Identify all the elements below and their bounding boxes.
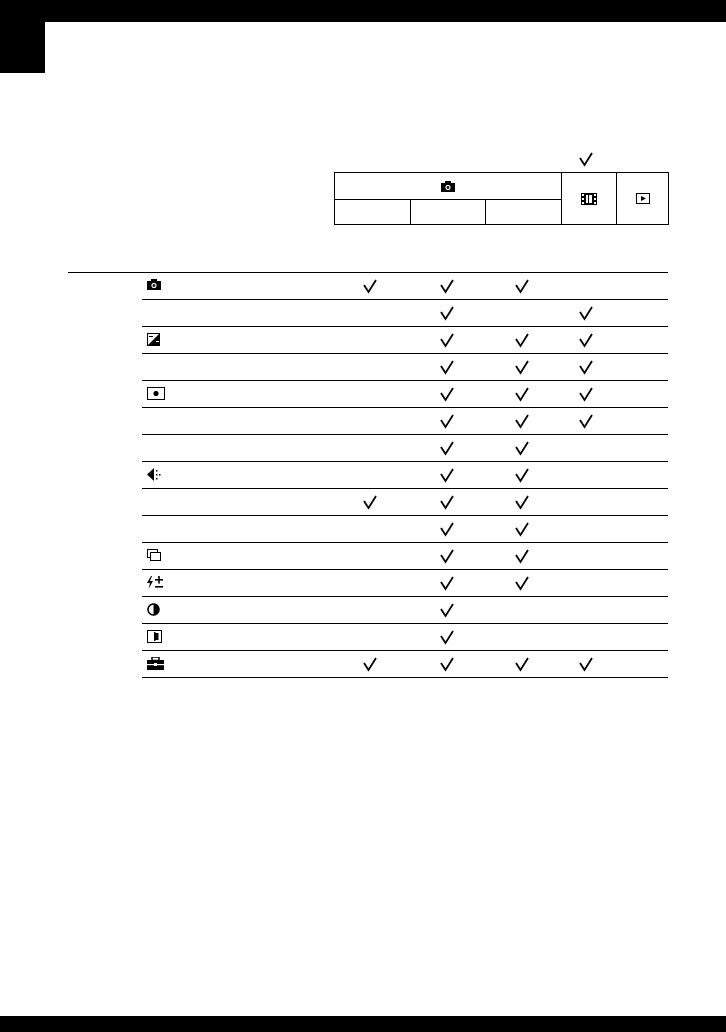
table-row bbox=[142, 489, 668, 516]
table-row bbox=[142, 570, 668, 597]
setup-toolbox-icon bbox=[147, 657, 163, 671]
still-mode-header bbox=[334, 172, 562, 200]
table-row bbox=[142, 597, 668, 624]
check-icon bbox=[439, 278, 455, 294]
check-icon bbox=[578, 413, 594, 429]
table-row bbox=[142, 381, 668, 408]
corner-tab bbox=[0, 22, 45, 73]
check-icon bbox=[578, 305, 594, 321]
check-icon bbox=[578, 151, 594, 167]
check-icon bbox=[514, 494, 530, 510]
table-row bbox=[142, 354, 668, 381]
table-row bbox=[142, 543, 668, 570]
check-icon bbox=[514, 440, 530, 456]
sharpness-icon bbox=[147, 630, 163, 644]
check-icon bbox=[514, 656, 530, 672]
still-subcolumn-1 bbox=[334, 199, 411, 225]
check-icon bbox=[514, 521, 530, 537]
check-icon bbox=[439, 575, 455, 591]
check-icon bbox=[362, 656, 378, 672]
table-row bbox=[142, 273, 668, 300]
check-icon bbox=[514, 359, 530, 375]
flash-level-icon bbox=[147, 576, 163, 590]
check-icon bbox=[578, 332, 594, 348]
check-icon bbox=[439, 332, 455, 348]
check-icon bbox=[439, 359, 455, 375]
check-icon bbox=[439, 494, 455, 510]
check-icon bbox=[439, 521, 455, 537]
table-row bbox=[142, 300, 668, 327]
top-bar bbox=[0, 0, 726, 22]
playback-mode-header bbox=[616, 172, 669, 225]
table-row bbox=[142, 408, 668, 435]
check-icon bbox=[439, 548, 455, 564]
check-icon bbox=[578, 386, 594, 402]
table-row bbox=[142, 435, 668, 462]
movie-mode-header bbox=[561, 172, 617, 225]
contrast-icon bbox=[147, 603, 163, 617]
camera-mode-icon bbox=[147, 279, 163, 293]
check-icon bbox=[514, 332, 530, 348]
table-row bbox=[142, 462, 668, 489]
table-row bbox=[142, 327, 668, 354]
check-icon bbox=[439, 440, 455, 456]
burst-icon bbox=[147, 549, 163, 563]
check-icon bbox=[362, 278, 378, 294]
check-icon bbox=[578, 656, 594, 672]
exposure-icon bbox=[147, 333, 163, 347]
check-icon bbox=[514, 278, 530, 294]
camera-icon bbox=[441, 181, 455, 192]
mode-header bbox=[334, 172, 669, 225]
bottom-bar bbox=[0, 1016, 726, 1032]
check-icon bbox=[439, 386, 455, 402]
check-icon bbox=[514, 575, 530, 591]
check-icon bbox=[439, 467, 455, 483]
focus-icon bbox=[147, 468, 163, 482]
film-icon bbox=[581, 193, 597, 205]
metering-icon bbox=[147, 387, 163, 401]
check-icon bbox=[439, 305, 455, 321]
check-icon bbox=[362, 494, 378, 510]
table-row bbox=[142, 516, 668, 543]
check-icon bbox=[439, 656, 455, 672]
table-row bbox=[142, 651, 668, 678]
check-icon bbox=[514, 467, 530, 483]
still-subcolumn-3 bbox=[485, 199, 562, 225]
check-icon bbox=[439, 602, 455, 618]
play-icon bbox=[636, 193, 650, 204]
check-icon bbox=[439, 413, 455, 429]
check-icon bbox=[578, 359, 594, 375]
check-icon bbox=[514, 386, 530, 402]
still-subcolumn-2 bbox=[410, 199, 486, 225]
check-icon bbox=[514, 548, 530, 564]
table-row bbox=[142, 624, 668, 651]
check-icon bbox=[439, 629, 455, 645]
check-icon bbox=[514, 413, 530, 429]
